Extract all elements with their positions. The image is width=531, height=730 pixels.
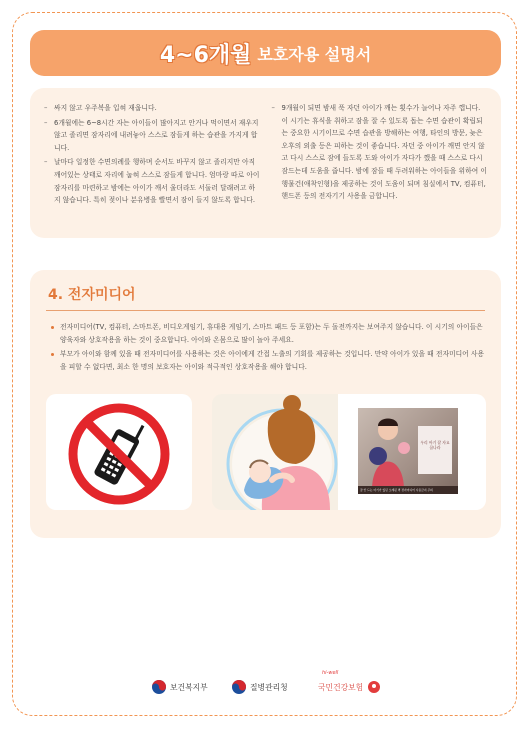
sleep-guide-item: – 9개월이 되면 밤새 푹 자던 아이가 깨는 횟수가 늘어나 자주 깹니다. 이 시기는 휴식을 취하고 잠을 잘 수 있도록 돕는 수면 습관이 확립되는 중요한 시기이므로 수면 습관을 방해하는 여행, 타인의 방문, 늦은 오후의 외출 등은 피하는 것이 좋습니다. 자던 중 아이가 깨면 안지 않고 다시 스스로 잠에 들도록 도와 아이가 자다가 깼을 때 스스로 다시 잠드는데 도움을 줍니다. 밤에 잠들 때 두려워하는 아이들을 위하여 이행물건(애착인형)을 제공하는 것이 도움이 되며 침실에서 TV, 컴퓨터, 핸드폰 등의 전자기기 사용을 금합니다. bbox=[272, 102, 488, 203]
poster-text: 우리 아기 잘 자요 꿈나라 bbox=[420, 440, 450, 450]
media-bullet: 부모가 아이와 함께 있을 때 전자미디어를 사용하는 것은 아이에게 간접 노출의 기회를 제공하는 것입니다. 만약 아이가 있을 때 전자미디어 사용을 피할 수 없다면, 최소 한 명의 보호자는 아이와 적극적인 상호작용을 해야 합니다. bbox=[50, 348, 485, 374]
section-divider bbox=[46, 310, 485, 311]
kdca-logo-text: 질병관리청 bbox=[250, 682, 288, 692]
sleep-guide-item: – 6개월에는 6~8시간 자는 아이들이 많아지고 안거나 먹이면서 재우지 않고 졸리면 잠자리에 내려놓아 스스로 잠들게 하는 습관을 가지게 합니다. bbox=[44, 117, 260, 155]
wall-poster bbox=[418, 426, 452, 474]
taegeuk-icon bbox=[152, 680, 166, 694]
title-subtitle: 보호자용 설명서 bbox=[257, 44, 372, 64]
section-title: 4. 전자미디어 bbox=[48, 287, 136, 303]
mother-hugging-baby-icon bbox=[212, 394, 338, 510]
mohw-logo bbox=[152, 680, 208, 694]
media-bullet: 전자미디어(TV, 컴퓨터, 스마트폰, 비디오게임기, 휴대용 게임기, 스마트 패드 등 포함)는 두 돌전까지는 보여주지 않습니다. 이 시기의 아이들은 양육자와 상호작용을 하는 것이 중요합니다. 아이와 온몸으로 많이 놀아 주세요. bbox=[50, 321, 485, 347]
title-age-range: 4~6개월 bbox=[159, 42, 252, 68]
title-banner bbox=[30, 30, 501, 76]
mother-baby-illustration bbox=[212, 394, 338, 510]
taegeuk-icon bbox=[232, 680, 246, 694]
sleep-guide-right-column bbox=[272, 102, 488, 209]
sleep-guide-panel bbox=[30, 88, 501, 238]
nhis-logo bbox=[318, 670, 381, 694]
kdca-logo bbox=[232, 680, 288, 694]
child-photo-box bbox=[338, 394, 486, 510]
child-with-toy-photo bbox=[358, 408, 458, 494]
nhis-script-text: hi-well bbox=[322, 670, 339, 676]
sleep-guide-left-column bbox=[44, 102, 260, 209]
heart-person-icon bbox=[367, 680, 381, 694]
sleep-guide-item: – 날마다 일정한 수면의례를 행하며 순서도 바꾸지 않고 졸리지만 아직 깨어있는 상태로 자리에 눕혀 스스로 잠들게 합니다. 엄마랑 따로 아이 잠자리를 마련하고 밤에는 아이가 깨서 울더라도 서둘러 달래려고 하지 않습니다. 특히 젖이나 분유병을 빨면서 잠이 들지 않도록 합니다. bbox=[44, 156, 260, 206]
nhis-logo-text: 국민건강보험 bbox=[318, 682, 364, 692]
no-phone-icon bbox=[46, 394, 192, 510]
mohw-logo-text: 보건복지부 bbox=[170, 682, 208, 692]
illustration-row bbox=[46, 394, 485, 510]
no-phone-image bbox=[46, 394, 192, 510]
child-figure-icon bbox=[360, 412, 420, 492]
electronic-media-panel bbox=[30, 270, 501, 538]
footer-logos bbox=[0, 672, 531, 702]
photo-caption: 잠 안 드는 아기가 있던 오래된 벽 전자미디어 사용금지 주의 bbox=[358, 486, 458, 494]
sleep-guide-item: – 싸지 않고 우주복을 입혀 재웁니다. bbox=[44, 102, 260, 115]
